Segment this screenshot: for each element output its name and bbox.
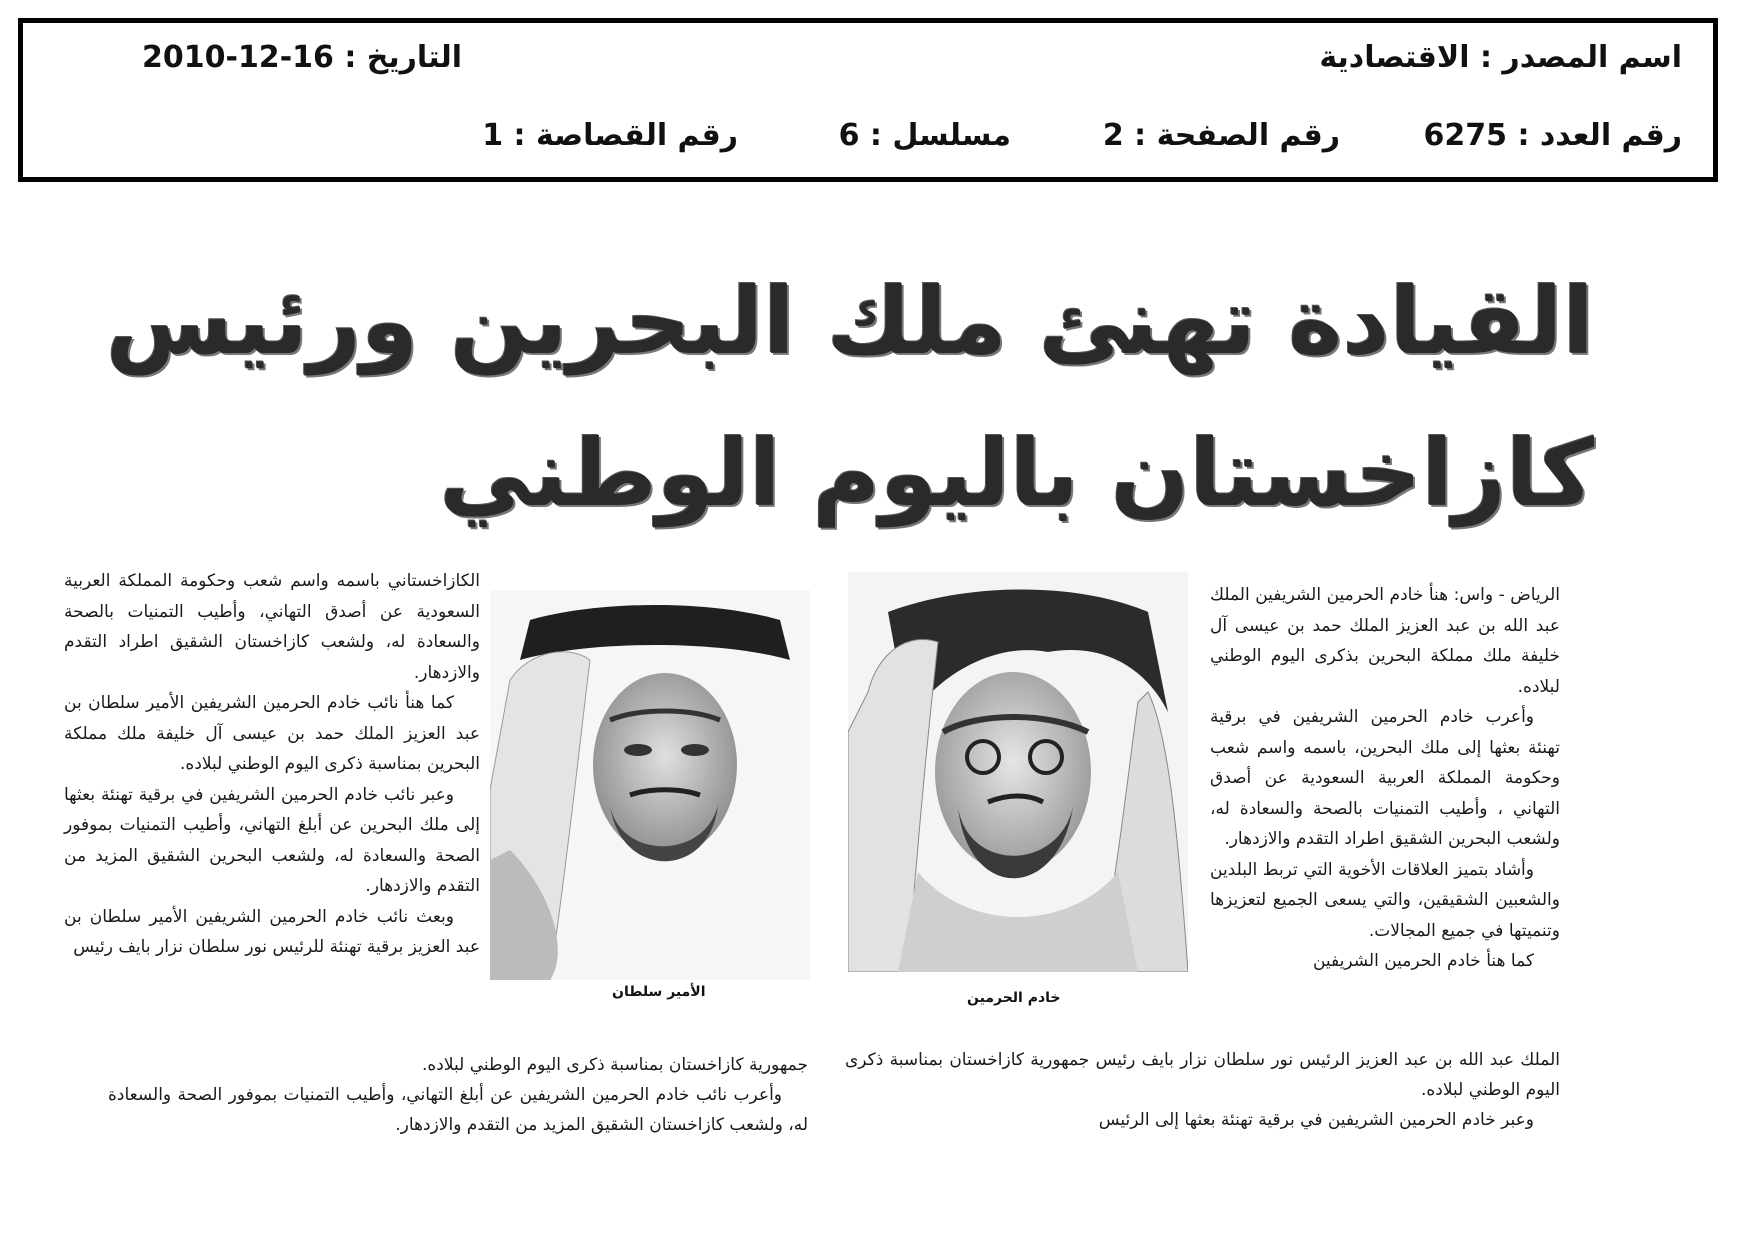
right-wide-block (845, 1045, 1560, 1135)
paragraph: جمهورية كازاخستان بمناسبة ذكرى اليوم الوطني لبلاده. (421, 1055, 808, 1075)
paragraph: كما هنأ نائب خادم الحرمين الشريفين الأمير سلطان بن عبد العزيز الملك حمد بن عيسى آل خليفة ملك مملكة البحرين بمناسبة ذكرى اليوم الوطني لبلاده. (64, 693, 480, 774)
paragraph: الرياض - واس: هنأ خادم الحرمين الشريفين الملك عبد الله بن عبد العزيز الملك حمد بن عيسى آل خليفة ملك مملكة البحرين بذكرى اليوم الوطني لبلاده. (1210, 585, 1560, 697)
headline-line-2: كازاخستان باليوم الوطني (439, 420, 1594, 527)
paragraph: الملك عبد الله بن عبد العزيز الرئيس نور سلطان نزار بايف رئيس جمهورية كازاخستان بمناسبة ذكرى اليوم الوطني لبلاده. (845, 1050, 1560, 1100)
page-number: رقم الصفحة : 2 (1102, 118, 1340, 153)
headline-line-1: القيادة تهنئ ملك البحرين ورئيس (105, 268, 1594, 375)
paragraph: وبعث نائب خادم الحرمين الشريفين الأمير سلطان بن عبد العزيز برقية تهنئة للرئيس نور سلطان نزار بايف رئيس (64, 906, 480, 957)
serial-number: مسلسل : 6 (838, 118, 1011, 153)
right-article-column (1210, 580, 1560, 977)
king-abdullah-photo (848, 572, 1188, 972)
paragraph: وأعرب خادم الحرمين الشريفين في برقية تهنئة بعثها إلى ملك البحرين، باسمه واسم شعب وحكومة المملكة العربية السعودية عن أصدق التهاني ، وأطيب التمنيات بالصحة والسعادة له، ولشعب البحرين الشقيق اطراد التقدم والازدهار. (1210, 707, 1560, 849)
clip-number: رقم القصاصة : 1 (482, 118, 738, 153)
issue-number: رقم العدد : 6275 (1423, 118, 1682, 153)
paragraph: وعبر نائب خادم الحرمين الشريفين في برقية تهنئة بعثها إلى ملك البحرين عن أبلغ التهاني، وأطيب التمنيات بموفور الصحة والسعادة له، ولشعب البحرين الشقيق المزيد من التقدم والازدهار. (64, 784, 480, 896)
paragraph: الكازاخستاني باسمه واسم شعب وحكومة المملكة العربية السعودية عن أصدق التهاني، وأطيب التمنيات بالصحة والسعادة له، ولشعب كازاخستان الشقيق اطراد التقدم والازدهار. (64, 571, 480, 683)
paragraph: كما هنأ خادم الحرمين الشريفين (1312, 951, 1534, 971)
photo-caption-king: خادم الحرمين (967, 990, 1061, 1006)
left-wide-block (108, 1050, 808, 1140)
prince-sultan-photo (490, 590, 810, 980)
paragraph: وأشاد بتميز العلاقات الأخوية التي تربط البلدين والشعبين الشقيقين، والتي يسعى الجميع لتعزيزها وتنميتها في جميع المجالات. (1210, 859, 1560, 941)
source-name: اسم المصدر : الاقتصادية (1319, 40, 1682, 75)
left-article-column (64, 566, 480, 963)
photo-caption-prince: الأمير سلطان (612, 984, 706, 1000)
paragraph: وعبر خادم الحرمين الشريفين في برقية تهنئة بعثها إلى الرئيس (1098, 1110, 1534, 1130)
paragraph: وأعرب نائب خادم الحرمين الشريفين عن أبلغ التهاني، وأطيب التمنيات بموفور الصحة والسعادة له، ولشعب كازاخستان الشقيق المزيد من التقدم والازدهار. (108, 1085, 808, 1135)
publication-date: التاريخ : 16-12-2010 (141, 40, 462, 75)
